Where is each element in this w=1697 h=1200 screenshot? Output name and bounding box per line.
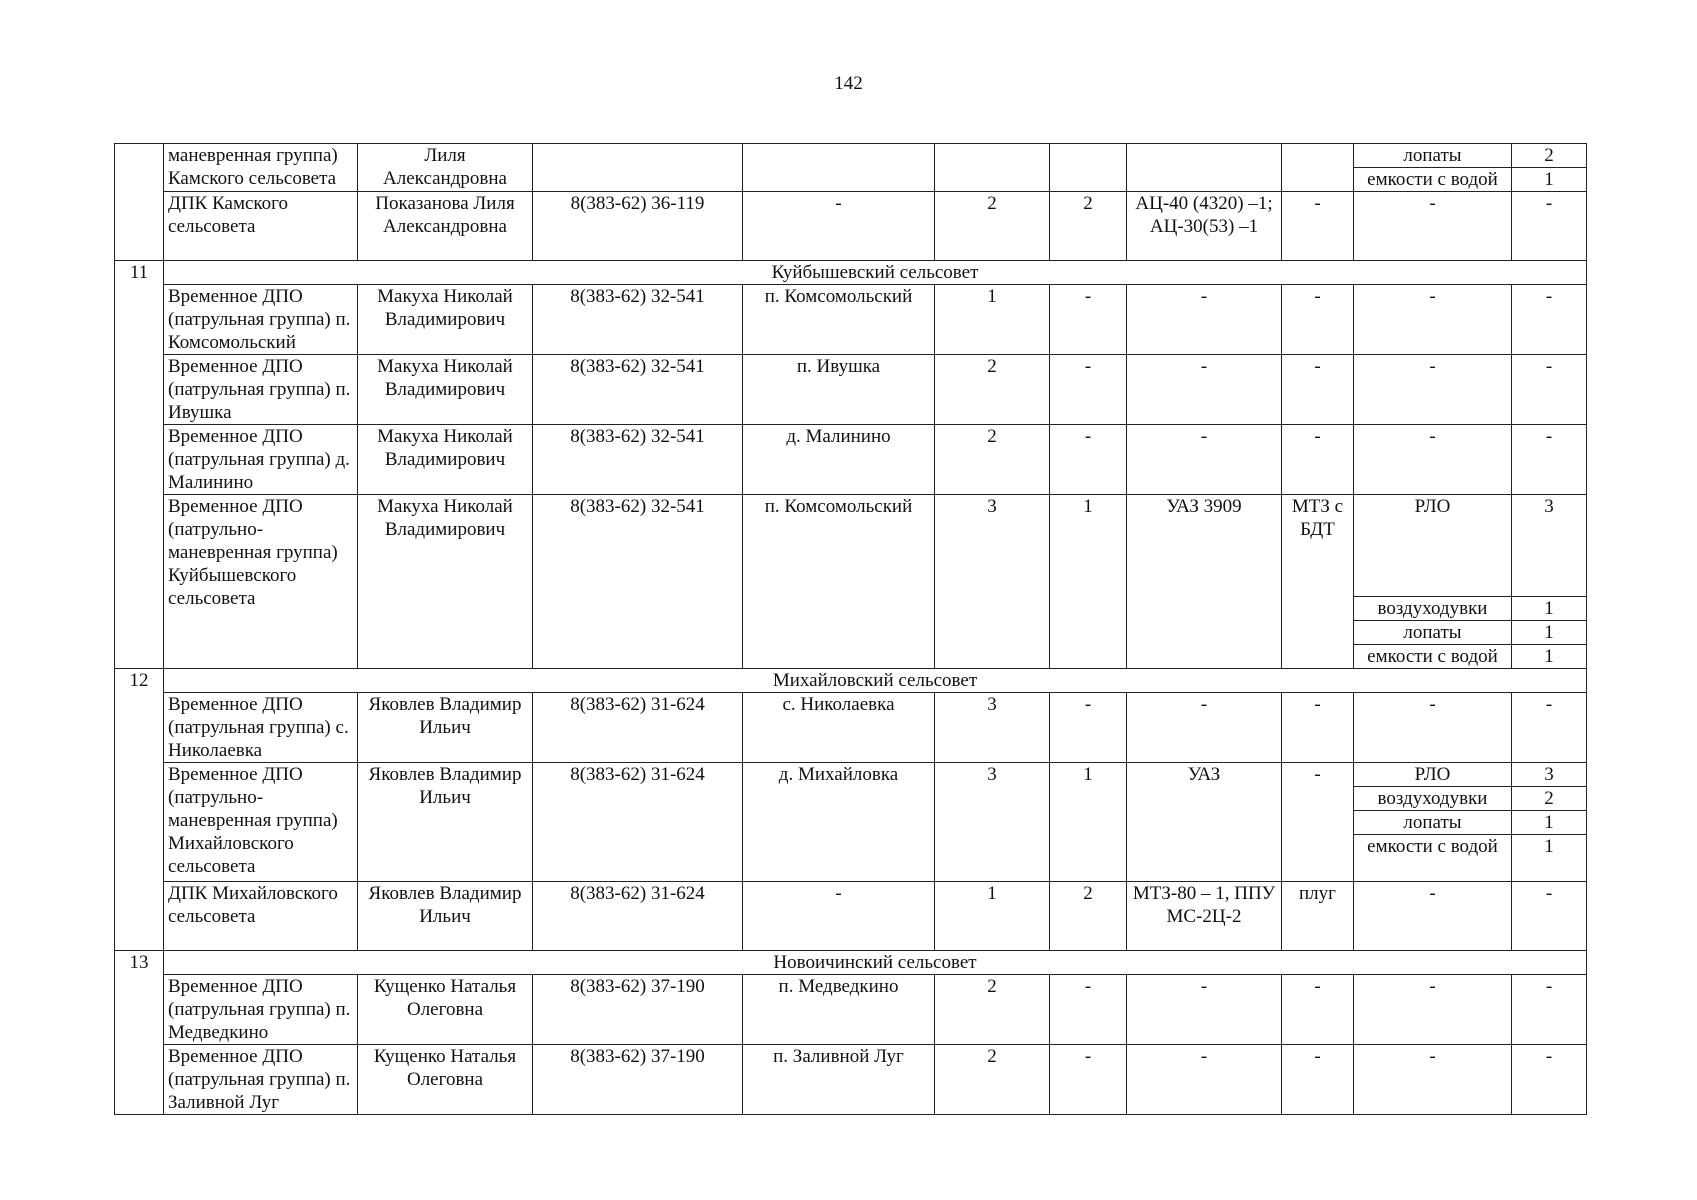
section-title: Михайловский сельсовет bbox=[164, 669, 1587, 693]
equipment-qty-cell: - bbox=[1512, 1045, 1587, 1115]
location-cell: д. Михайловка bbox=[743, 763, 935, 882]
phone-cell: 8(383-62) 31-624 bbox=[533, 763, 743, 882]
equipment-item-cell: РЛО bbox=[1354, 495, 1512, 597]
people-count-cell: 2 bbox=[935, 1045, 1050, 1115]
people-count-cell: 1 bbox=[935, 285, 1050, 355]
equipment-qty-cell: 3 bbox=[1512, 763, 1587, 787]
unit-name-cell: Временное ДПО (патрульная группа) с. Николаевка bbox=[164, 693, 358, 763]
vehicle-type-cell: - bbox=[1127, 1045, 1282, 1115]
vehicle-count-cell: - bbox=[1050, 693, 1127, 763]
table-row bbox=[115, 495, 1587, 597]
special-equipment-cell: плуг bbox=[1282, 882, 1354, 951]
equipment-item-cell: воздуходувки bbox=[1354, 597, 1512, 621]
phone-cell: 8(383-62) 32-541 bbox=[533, 355, 743, 425]
equipment-item-cell: емкости с водой bbox=[1354, 168, 1512, 192]
special-equipment-cell: МТЗ с БДТ bbox=[1282, 495, 1354, 669]
section-header-row bbox=[115, 951, 1587, 975]
vehicle-count-cell: 2 bbox=[1050, 192, 1127, 261]
location-cell: п. Ивушка bbox=[743, 355, 935, 425]
vehicle-count-cell: 1 bbox=[1050, 495, 1127, 669]
vehicle-count-cell bbox=[1050, 144, 1127, 192]
equipment-item-cell: - bbox=[1354, 1045, 1512, 1115]
table-row bbox=[115, 355, 1587, 425]
equipment-qty-cell: - bbox=[1512, 693, 1587, 763]
equipment-item-cell: лопаты bbox=[1354, 144, 1512, 168]
equipment-qty-cell: - bbox=[1512, 192, 1587, 261]
head-name-cell: Макуха Николай Владимирович bbox=[358, 495, 533, 669]
phone-cell: 8(383-62) 37-190 bbox=[533, 975, 743, 1045]
phone-cell bbox=[533, 144, 743, 192]
equipment-qty-cell: 2 bbox=[1512, 144, 1587, 168]
location-cell: п. Комсомольский bbox=[743, 495, 935, 669]
people-count-cell: 3 bbox=[935, 763, 1050, 882]
people-count-cell bbox=[935, 144, 1050, 192]
special-equipment-cell bbox=[1282, 144, 1354, 192]
unit-name-cell: ДПК Камского сельсовета bbox=[164, 192, 358, 261]
equipment-qty-cell: - bbox=[1512, 975, 1587, 1045]
equipment-item-cell: лопаты bbox=[1354, 621, 1512, 645]
phone-cell: 8(383-62) 32-541 bbox=[533, 425, 743, 495]
unit-name-cell: маневренная группа) Камского сельсовета bbox=[164, 144, 358, 192]
unit-name-cell: Временное ДПО (патрульная группа) п. Заливной Луг bbox=[164, 1045, 358, 1115]
vehicle-type-cell: МТЗ-80 – 1, ППУ МС-2Ц-2 bbox=[1127, 882, 1282, 951]
equipment-qty-cell: 2 bbox=[1512, 787, 1587, 811]
equipment-qty-cell: 1 bbox=[1512, 168, 1587, 192]
table-row bbox=[115, 425, 1587, 495]
equipment-qty-cell: 1 bbox=[1512, 597, 1587, 621]
head-name-cell: Яковлев Владимир Ильич bbox=[358, 693, 533, 763]
table-row bbox=[115, 693, 1587, 763]
head-name-cell: Яковлев Владимир Ильич bbox=[358, 763, 533, 882]
vehicle-type-cell: АЦ-40 (4320) –1; АЦ-30(53) –1 bbox=[1127, 192, 1282, 261]
head-name-cell: Макуха Николай Владимирович bbox=[358, 425, 533, 495]
people-count-cell: 1 bbox=[935, 882, 1050, 951]
equipment-qty-cell: 1 bbox=[1512, 645, 1587, 669]
location-cell: с. Николаевка bbox=[743, 693, 935, 763]
table-row bbox=[115, 1045, 1587, 1115]
table-row bbox=[115, 975, 1587, 1045]
table-row bbox=[115, 285, 1587, 355]
unit-name-cell: Временное ДПО (патрульная группа) д. Малинино bbox=[164, 425, 358, 495]
people-count-cell: 2 bbox=[935, 975, 1050, 1045]
equipment-qty-cell: - bbox=[1512, 882, 1587, 951]
special-equipment-cell: - bbox=[1282, 975, 1354, 1045]
people-count-cell: 2 bbox=[935, 425, 1050, 495]
section-title: Новоичинский сельсовет bbox=[164, 951, 1587, 975]
equipment-qty-cell: 1 bbox=[1512, 835, 1587, 882]
equipment-item-cell: - bbox=[1354, 425, 1512, 495]
vehicle-count-cell: 2 bbox=[1050, 882, 1127, 951]
vehicle-type-cell: УАЗ bbox=[1127, 763, 1282, 882]
special-equipment-cell: - bbox=[1282, 1045, 1354, 1115]
equipment-item-cell: РЛО bbox=[1354, 763, 1512, 787]
head-name-cell: Лиля Александровна bbox=[358, 144, 533, 192]
section-number: 13 bbox=[115, 951, 164, 1115]
special-equipment-cell: - bbox=[1282, 285, 1354, 355]
head-name-cell: Кущенко Наталья Олеговна bbox=[358, 1045, 533, 1115]
table-row bbox=[115, 763, 1587, 787]
head-name-cell: Кущенко Наталья Олеговна bbox=[358, 975, 533, 1045]
equipment-item-cell: емкости с водой bbox=[1354, 835, 1512, 882]
head-name-cell: Яковлев Владимир Ильич bbox=[358, 882, 533, 951]
location-cell bbox=[743, 144, 935, 192]
location-cell: - bbox=[743, 192, 935, 261]
equipment-item-cell: - bbox=[1354, 975, 1512, 1045]
vehicle-type-cell: УАЗ 3909 bbox=[1127, 495, 1282, 669]
equipment-item-cell: воздуходувки bbox=[1354, 787, 1512, 811]
special-equipment-cell: - bbox=[1282, 355, 1354, 425]
vehicle-type-cell: - bbox=[1127, 975, 1282, 1045]
special-equipment-cell: - bbox=[1282, 192, 1354, 261]
special-equipment-cell: - bbox=[1282, 693, 1354, 763]
equipment-qty-cell: 1 bbox=[1512, 811, 1587, 835]
equipment-qty-cell: - bbox=[1512, 355, 1587, 425]
vehicle-count-cell: - bbox=[1050, 975, 1127, 1045]
table-row bbox=[115, 882, 1587, 951]
location-cell: д. Малинино bbox=[743, 425, 935, 495]
location-cell: п. Заливной Луг bbox=[743, 1045, 935, 1115]
vehicle-type-cell: - bbox=[1127, 355, 1282, 425]
equipment-qty-cell: - bbox=[1512, 425, 1587, 495]
phone-cell: 8(383-62) 31-624 bbox=[533, 882, 743, 951]
equipment-item-cell: - bbox=[1354, 693, 1512, 763]
section-header-row bbox=[115, 669, 1587, 693]
equipment-qty-cell: 3 bbox=[1512, 495, 1587, 597]
vehicle-type-cell: - bbox=[1127, 425, 1282, 495]
vehicle-count-cell: - bbox=[1050, 1045, 1127, 1115]
location-cell: п. Медведкино bbox=[743, 975, 935, 1045]
unit-name-cell: Временное ДПО (патрульно- маневренная группа) Михайловского сельсовета bbox=[164, 763, 358, 882]
phone-cell: 8(383-62) 37-190 bbox=[533, 1045, 743, 1115]
vehicle-type-cell bbox=[1127, 144, 1282, 192]
phone-cell: 8(383-62) 32-541 bbox=[533, 285, 743, 355]
number-cell bbox=[115, 144, 164, 261]
phone-cell: 8(383-62) 36-119 bbox=[533, 192, 743, 261]
equipment-item-cell: - bbox=[1354, 285, 1512, 355]
vehicle-count-cell: 1 bbox=[1050, 763, 1127, 882]
special-equipment-cell: - bbox=[1282, 763, 1354, 882]
section-number: 12 bbox=[115, 669, 164, 951]
equipment-qty-cell: 1 bbox=[1512, 621, 1587, 645]
unit-name-cell: Временное ДПО (патрульная группа) п. Ивушка bbox=[164, 355, 358, 425]
section-number: 11 bbox=[115, 261, 164, 669]
unit-name-cell: Временное ДПО (патрульная группа) п. Комсомольский bbox=[164, 285, 358, 355]
vehicle-type-cell: - bbox=[1127, 285, 1282, 355]
fire-brigades-table bbox=[114, 143, 1587, 1115]
location-cell: п. Комсомольский bbox=[743, 285, 935, 355]
people-count-cell: 2 bbox=[935, 192, 1050, 261]
section-header-row bbox=[115, 261, 1587, 285]
equipment-item-cell: лопаты bbox=[1354, 811, 1512, 835]
head-name-cell: Макуха Николай Владимирович bbox=[358, 285, 533, 355]
table-row bbox=[115, 144, 1587, 168]
vehicle-type-cell: - bbox=[1127, 693, 1282, 763]
unit-name-cell: Временное ДПО (патрульная группа) п. Медведкино bbox=[164, 975, 358, 1045]
people-count-cell: 3 bbox=[935, 693, 1050, 763]
people-count-cell: 3 bbox=[935, 495, 1050, 669]
unit-name-cell: Временное ДПО (патрульно- маневренная группа) Куйбышевского сельсовета bbox=[164, 495, 358, 669]
vehicle-count-cell: - bbox=[1050, 355, 1127, 425]
head-name-cell: Макуха Николай Владимирович bbox=[358, 355, 533, 425]
equipment-item-cell: - bbox=[1354, 192, 1512, 261]
unit-name-cell: ДПК Михайловского сельсовета bbox=[164, 882, 358, 951]
special-equipment-cell: - bbox=[1282, 425, 1354, 495]
page-number: 142 bbox=[834, 73, 863, 94]
section-title: Куйбышевский сельсовет bbox=[164, 261, 1587, 285]
vehicle-count-cell: - bbox=[1050, 285, 1127, 355]
location-cell: - bbox=[743, 882, 935, 951]
equipment-item-cell: емкости с водой bbox=[1354, 645, 1512, 669]
equipment-item-cell: - bbox=[1354, 355, 1512, 425]
table-row bbox=[115, 192, 1587, 261]
vehicle-count-cell: - bbox=[1050, 425, 1127, 495]
head-name-cell: Показанова Лиля Александровна bbox=[358, 192, 533, 261]
equipment-item-cell: - bbox=[1354, 882, 1512, 951]
equipment-qty-cell: - bbox=[1512, 285, 1587, 355]
people-count-cell: 2 bbox=[935, 355, 1050, 425]
phone-cell: 8(383-62) 32-541 bbox=[533, 495, 743, 669]
phone-cell: 8(383-62) 31-624 bbox=[533, 693, 743, 763]
